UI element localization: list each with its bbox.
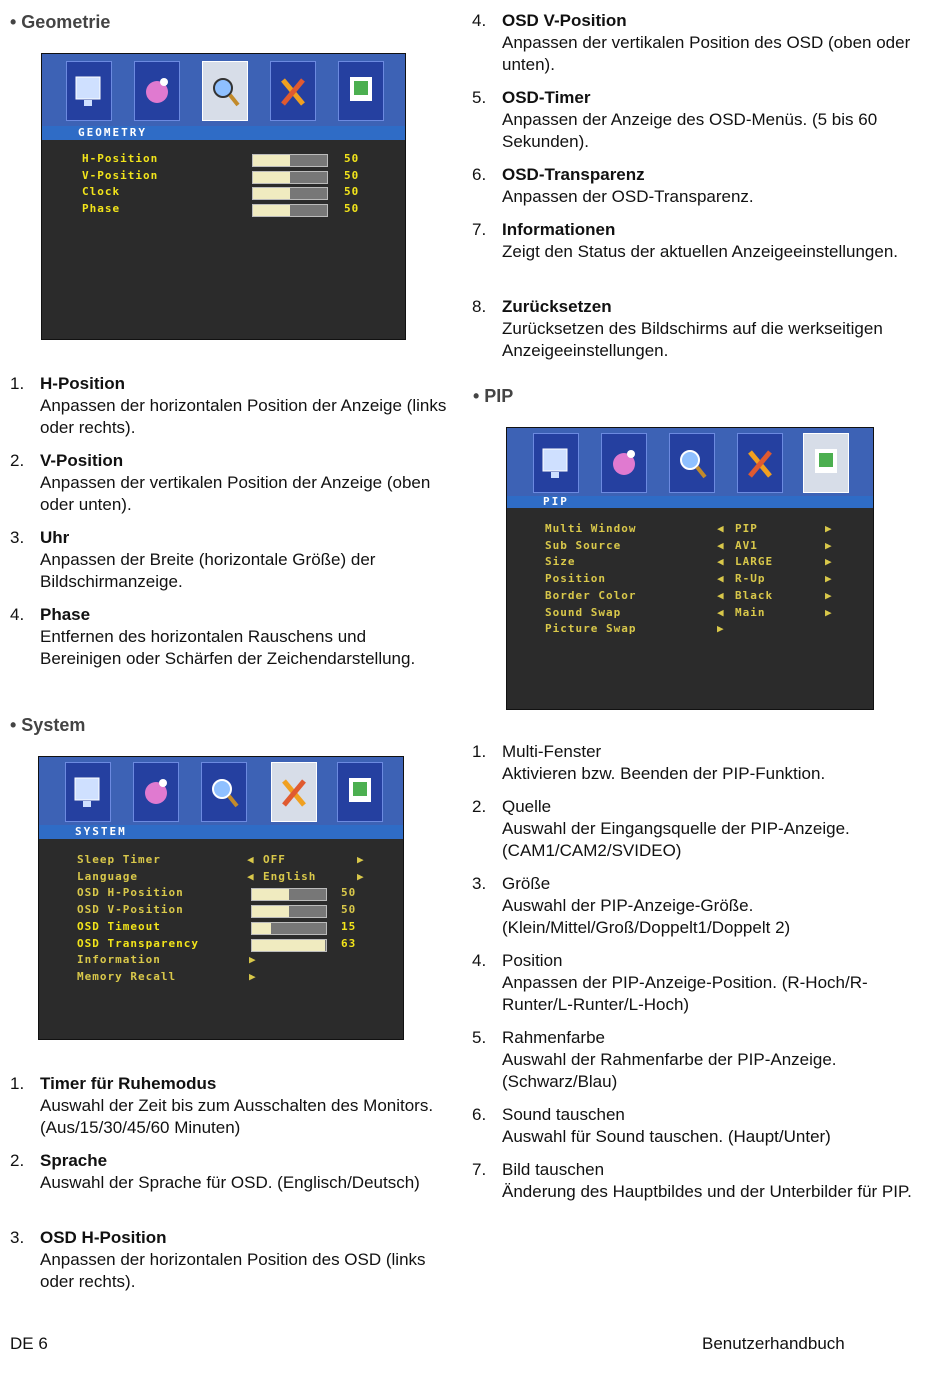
osd-row-label: Position xyxy=(545,572,606,586)
item-number: 3. xyxy=(472,874,487,893)
osd-row-label: Information xyxy=(77,953,161,967)
item-description: Auswahl der PIP-Anzeige-Größe. (Klein/Mittel/Groß/Doppelt1/Doppelt 2) xyxy=(502,896,791,937)
item-title: H-Position xyxy=(40,374,125,393)
osd-menu-row xyxy=(545,522,845,538)
tools-icon xyxy=(270,61,316,121)
right-arrow-icon: ▶ xyxy=(825,605,833,619)
left-arrow-icon: ◀ xyxy=(717,605,725,619)
item-description: Zeigt den Status der aktuellen Anzeigeeinstellungen. xyxy=(502,242,898,261)
left-arrow-icon: ◀ xyxy=(717,538,725,552)
right-arrow-icon: ▶ xyxy=(825,588,833,602)
item-description: Entfernen des horizontalen Rauschens und Bereinigen oder Schärfen der Zeichendarstellung. xyxy=(40,627,416,668)
item-title: Informationen xyxy=(502,220,616,239)
osd-row-label: Sub Source xyxy=(545,538,622,552)
osd-header: SYSTEM xyxy=(39,825,403,839)
osd-row-value: PIP xyxy=(735,522,758,535)
osd-row-value: 50 xyxy=(344,185,360,198)
item-number: 6. xyxy=(472,165,487,184)
item-description: Auswahl der Eingangsquelle der PIP-Anzeige. (CAM1/CAM2/SVIDEO) xyxy=(502,819,850,860)
item-description: Anpassen der PIP-Anzeige-Position. (R-Hoch/R-Runter/L-Runter/L-Hoch) xyxy=(502,973,868,1014)
item-description: Anpassen der vertikalen Position der Anzeige (oben oder unten). xyxy=(40,473,431,514)
color-icon xyxy=(601,433,647,493)
item-title: Position xyxy=(502,951,563,970)
osd-menu-row xyxy=(545,572,845,588)
osd-slider xyxy=(251,939,327,952)
section-title-system: • System xyxy=(10,715,86,735)
color-icon xyxy=(134,61,180,121)
manual-name: Benutzerhandbuch xyxy=(702,1334,845,1353)
item-number: 4. xyxy=(472,951,487,970)
osd-row-label: Sleep Timer xyxy=(77,853,161,866)
osd-slider xyxy=(252,204,328,217)
right-arrow-icon: ▶ xyxy=(717,622,725,636)
osd-row-label: H-Position xyxy=(82,152,159,165)
left-arrow-icon: ◀ xyxy=(717,555,725,569)
osd-row-label: OSD Transparency xyxy=(77,936,199,950)
osd-row-value: 50 xyxy=(344,168,360,182)
osd-row-label: Multi Window xyxy=(545,522,637,535)
item-number: 8. xyxy=(472,297,487,316)
osd-row-value: 50 xyxy=(344,152,360,165)
osd-row-value: AV1 xyxy=(735,538,758,552)
item-description: Anpassen der Breite (horizontale Größe) der Bildschirmanzeige. xyxy=(40,550,376,591)
item-title: Uhr xyxy=(40,528,70,547)
item-title: Bild tauschen xyxy=(502,1160,605,1179)
osd-menu-row xyxy=(77,920,377,936)
display-info-icon xyxy=(338,61,384,121)
osd-icon-bar xyxy=(507,428,873,496)
left-arrow-icon: ◀ xyxy=(717,588,725,602)
item-description: Zurücksetzen des Bildschirms auf die werkseitigen Anzeigeeinstellungen. xyxy=(502,319,883,360)
right-arrow-icon: ▶ xyxy=(825,538,833,552)
osd-menu-row xyxy=(82,202,382,218)
osd-slider xyxy=(252,187,328,200)
osd-header: PIP xyxy=(507,496,873,508)
right-arrow-icon: ▶ xyxy=(357,869,365,883)
magnifier-icon xyxy=(201,762,247,822)
osd-row-value: LARGE xyxy=(735,555,774,569)
monitor-icon xyxy=(65,762,111,822)
osd-slider xyxy=(252,154,328,167)
item-description: Auswahl der Rahmenfarbe der PIP-Anzeige. (Schwarz/Blau) xyxy=(502,1050,837,1091)
osd-menu-row xyxy=(545,589,845,605)
osd-row-label: Border Color xyxy=(545,588,637,602)
osd-row-label: Size xyxy=(545,555,576,569)
item-number: 3. xyxy=(10,1228,25,1247)
left-arrow-icon: ◀ xyxy=(247,853,255,866)
item-title: OSD H-Position xyxy=(40,1228,167,1247)
right-arrow-icon: ▶ xyxy=(357,853,365,866)
osd-menu-row xyxy=(82,169,382,185)
osd-row-label: Sound Swap xyxy=(545,605,622,619)
item-title: Quelle xyxy=(502,797,552,816)
left-arrow-icon: ◀ xyxy=(247,869,255,883)
right-arrow-icon: ▶ xyxy=(249,969,257,983)
section-title-geometry: • Geometrie xyxy=(10,12,111,32)
item-number: 6. xyxy=(472,1105,487,1124)
osd-row-value: OFF xyxy=(263,853,286,866)
left-arrow-icon: ◀ xyxy=(717,572,725,586)
display-info-icon xyxy=(803,433,849,493)
right-arrow-icon: ▶ xyxy=(825,522,833,535)
osd-row-label: OSD H-Position xyxy=(77,886,184,900)
page-number: DE 6 xyxy=(10,1334,48,1353)
right-arrow-icon: ▶ xyxy=(249,953,257,967)
osd-menu-row xyxy=(77,953,377,969)
osd-slider xyxy=(251,905,327,918)
osd-menu-row xyxy=(77,870,377,886)
magnifier-icon xyxy=(202,61,248,121)
item-title: OSD V-Position xyxy=(502,11,627,30)
item-description: Änderung des Hauptbildes und der Unterbilder für PIP. xyxy=(502,1182,912,1201)
osd-row-value: English xyxy=(263,869,317,883)
osd-menu-row xyxy=(545,539,845,555)
monitor-icon xyxy=(533,433,579,493)
osd-header: GEOMETRY xyxy=(42,126,405,140)
osd-menu-row xyxy=(545,622,845,638)
osd-slider xyxy=(251,922,327,935)
osd-menu-row xyxy=(77,937,377,953)
item-title: Zurücksetzen xyxy=(502,297,612,316)
item-title: Rahmenfarbe xyxy=(502,1028,606,1047)
item-title: Größe xyxy=(502,874,551,893)
osd-row-label: Picture Swap xyxy=(545,622,637,636)
item-number: 2. xyxy=(472,797,487,816)
item-description: Auswahl der Sprache für OSD. (Englisch/Deutsch) xyxy=(40,1173,420,1192)
geometry-osd-screenshot xyxy=(41,53,406,340)
pip-osd-screenshot xyxy=(506,427,874,710)
osd-menu-row xyxy=(77,970,377,986)
item-description: Auswahl für Sound tauschen. (Haupt/Unter) xyxy=(502,1127,831,1146)
item-number: 3. xyxy=(10,528,25,547)
item-title: Timer für Ruhemodus xyxy=(40,1074,217,1093)
color-icon xyxy=(133,762,179,822)
osd-menu-row xyxy=(545,555,845,571)
item-title: V-Position xyxy=(40,451,124,470)
osd-row-label: Language xyxy=(77,869,138,883)
osd-icon-bar xyxy=(42,54,405,126)
osd-row-value: R-Up xyxy=(735,572,766,586)
magnifier-icon xyxy=(669,433,715,493)
item-number: 2. xyxy=(10,1151,25,1170)
tools-icon xyxy=(271,762,317,822)
osd-row-value: 50 xyxy=(341,886,357,900)
item-description: Anpassen der Anzeige des OSD-Menüs. (5 bis 60 Sekunden). xyxy=(502,110,878,151)
item-number: 4. xyxy=(472,11,487,30)
osd-row-value: 50 xyxy=(341,903,357,917)
monitor-icon xyxy=(66,61,112,121)
display-info-icon xyxy=(337,762,383,822)
osd-row-value: Main xyxy=(735,605,766,619)
left-arrow-icon: ◀ xyxy=(717,522,725,535)
osd-row-value: Black xyxy=(735,588,774,602)
osd-menu-row xyxy=(82,152,382,168)
item-number: 2. xyxy=(10,451,25,470)
item-number: 1. xyxy=(10,1074,25,1093)
osd-row-value: 50 xyxy=(344,201,360,215)
osd-menu-row xyxy=(77,853,377,869)
item-description: Anpassen der horizontalen Position der Anzeige (links oder rechts). xyxy=(40,396,447,437)
osd-row-value: 15 xyxy=(341,919,357,933)
item-number: 7. xyxy=(472,220,487,239)
osd-row-label: Clock xyxy=(82,185,121,198)
item-title: Sprache xyxy=(40,1151,108,1170)
item-title: OSD-Transparenz xyxy=(502,165,645,184)
item-title: Phase xyxy=(40,605,91,624)
osd-row-label: Phase xyxy=(82,201,121,215)
osd-icon-bar xyxy=(39,757,403,827)
osd-row-label: OSD V-Position xyxy=(77,903,184,917)
item-number: 7. xyxy=(472,1160,487,1179)
item-number: 5. xyxy=(472,88,487,107)
item-number: 4. xyxy=(10,605,25,624)
item-title: OSD-Timer xyxy=(502,88,591,107)
osd-menu-row xyxy=(545,606,845,622)
item-description: Anpassen der vertikalen Position des OSD (oben oder unten). xyxy=(502,33,911,74)
osd-row-value: 63 xyxy=(341,936,357,950)
osd-slider xyxy=(251,888,327,901)
item-description: Auswahl der Zeit bis zum Ausschalten des Monitors. (Aus/15/30/45/60 Minuten) xyxy=(40,1096,434,1137)
item-description: Anpassen der horizontalen Position des OSD (links oder rechts). xyxy=(40,1250,426,1291)
right-arrow-icon: ▶ xyxy=(825,572,833,586)
item-number: 5. xyxy=(472,1028,487,1047)
system-osd-screenshot xyxy=(38,756,404,1040)
osd-slider xyxy=(252,171,328,184)
osd-menu-row xyxy=(77,903,377,919)
right-arrow-icon: ▶ xyxy=(825,555,833,569)
osd-menu-row xyxy=(77,886,377,902)
section-title-pip: • PIP xyxy=(473,386,514,406)
osd-row-label: OSD Timeout xyxy=(77,919,161,933)
item-description: Aktivieren bzw. Beenden der PIP-Funktion. xyxy=(502,764,826,783)
osd-menu-row xyxy=(82,185,382,201)
osd-row-label: V-Position xyxy=(82,168,159,182)
item-number: 1. xyxy=(472,742,487,761)
tools-icon xyxy=(737,433,783,493)
item-description: Anpassen der OSD-Transparenz. xyxy=(502,187,754,206)
item-title: Sound tauschen xyxy=(502,1105,625,1124)
item-title: Multi-Fenster xyxy=(502,742,602,761)
item-number: 1. xyxy=(10,374,25,393)
osd-row-label: Memory Recall xyxy=(77,969,177,983)
